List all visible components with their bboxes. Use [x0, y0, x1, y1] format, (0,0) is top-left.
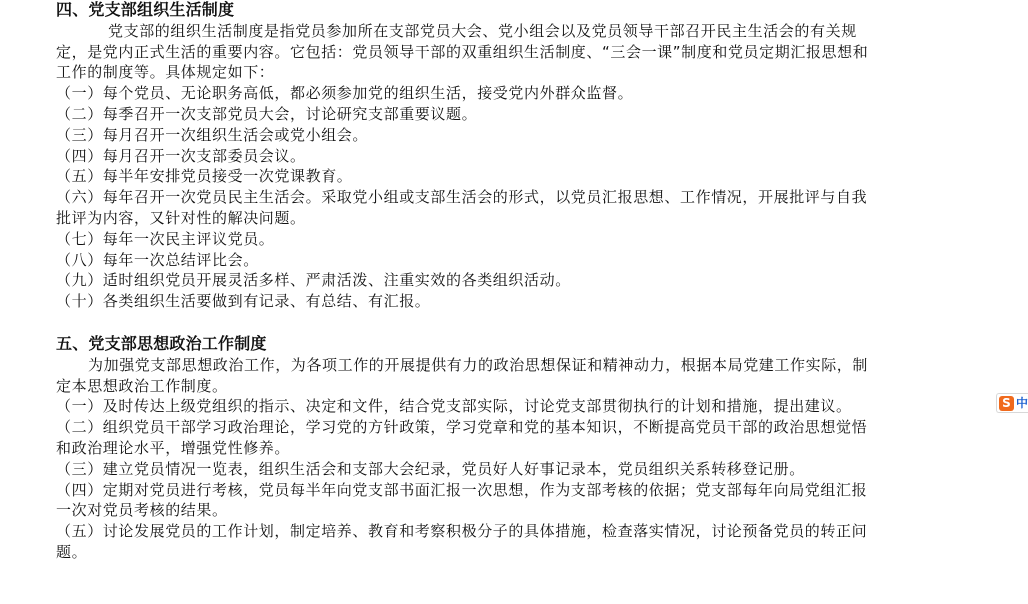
section-4-list	[56, 83, 876, 312]
sogou-s-logo-icon: S	[999, 396, 1014, 411]
list-item: （四）每月召开一次支部委员会议。	[56, 146, 306, 165]
list-item: （五）讨论发展党员的工作计划，制定培养、教育和考察积极分子的具体措施，检查落实情况，讨论预备党员的转正问题。	[56, 522, 868, 561]
ime-status-widget[interactable]	[996, 393, 1028, 413]
list-item: （六）每年召开一次党员民主生活会。采取党小组或支部生活会的形式，以党员汇报思想、工作情况，开展批评与自我批评为内容，又针对性的解决问题。	[56, 188, 868, 227]
list-item: （一）每个党员、无论职务高低，都必须参加党的组织生活，接受党内外群众监督。	[56, 84, 634, 103]
ime-mode-label: 中	[1015, 395, 1028, 410]
list-item: （一）及时传达上级党组织的指示、决定和文件，结合党支部实际，讨论党支部贯彻执行的计划和措施，提出建议。	[56, 397, 852, 416]
list-item: （七）每年一次民主评议党员。	[56, 229, 275, 248]
list-item: （三）每月召开一次组织生活会或党小组会。	[56, 125, 369, 144]
section-4-title: 四、党支部组织生活制度	[56, 0, 235, 19]
list-item: （四）定期对党员进行考核，党员每半年向党支部书面汇报一次思想，作为支部考核的依据；党支部每年向局党组汇报一次对党员考核的结果。	[56, 480, 868, 520]
section-4-intro: 党支部的组织生活制度是指党员参加所在支部党员大会、党小组会以及党员领导干部召开民主生活会的有关规定，是党内正式生活的重要内容。它包括：党员领导干部的双重组织生活制度、“三会一课”制度和党员定期汇报思想和工作的制度等。具体规定如下：	[56, 21, 869, 82]
list-item: （十）各类组织生活要做到有记录、有总结、有汇报。	[56, 292, 431, 311]
section-5-title: 五、党支部思想政治工作制度	[56, 333, 267, 353]
document-body	[56, 0, 876, 563]
list-item: （八）每年一次总结评比会。	[56, 250, 259, 269]
section-5-list	[56, 396, 876, 562]
section-5-intro: 为加强党支部思想政治工作，为各项工作的开展提供有力的政治思想保证和精神动力，根据本局党建工作实际，制定本思想政治工作制度。	[56, 355, 869, 395]
list-item: （九）适时组织党员开展灵活多样、严肃活泼、注重实效的各类组织活动。	[56, 271, 571, 290]
list-item: （五）每半年安排党员接受一次党课教育。	[56, 167, 353, 186]
list-item: （二）组织党员干部学习政治理论，学习党的方针政策，学习党章和党的基本知识，不断提高党员干部的政治思想觉悟和政治理论水平，增强党性修养。	[56, 418, 868, 457]
list-item: （二）每季召开一次支部党员大会，讨论研究支部重要议题。	[56, 104, 478, 123]
list-item: （三）建立党员情况一览表，组织生活会和支部大会纪录，党员好人好事记录本，党员组织关系转移登记册。	[56, 459, 805, 478]
